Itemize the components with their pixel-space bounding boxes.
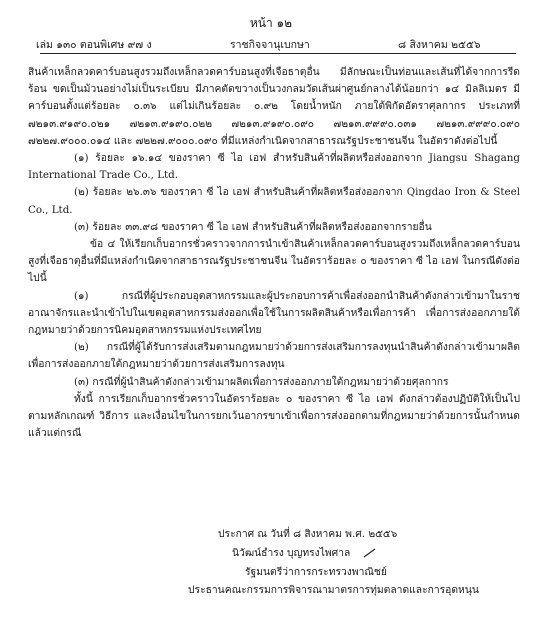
page-number: หน้า ๑๒ bbox=[249, 16, 293, 30]
signatory-line bbox=[232, 545, 378, 562]
case-item-1: (๑) กรณีที่ผู้ประกอบอุตสาหกรรมและผู้ประกอบการค้าเพื่อส่งออกนำสินค้าดังกล่าวเข้ามาในราชอาณาจักรและนำเข้าไปในเขตอุตสาหกรรมส่งออกเพื่อใช้ในการผลิตสินค้าหรือเพื่อการค้า เพื่อการส่งออกภายใต้กฎหมายว่าด้วยการนิคมอุตสาหกรรมแห่งประเทศไทย bbox=[28, 289, 520, 337]
proclamation-date: ประกาศ ณ วันที่ ๘ สิงหาคม พ.ศ. ๒๕๕๖ bbox=[218, 528, 398, 540]
case-item-3: (๓) กรณีที่ผู้นำสินค้าดังกล่าวเข้ามาผลิตเพื่อการส่งออกภายใต้กฎหมายว่าด้วยศุลกากร bbox=[74, 375, 449, 388]
gazette-header bbox=[0, 36, 542, 52]
case-item-2: (๒) กรณีที่ผู้ได้รับการส่งเสริมตามกฎหมายว่าด้วยการส่งเสริมการลงทุนนำสินค้าดังกล่าวเข้ามาผลิตเพื่อการส่งออกภายใต้กฎหมายว่าด้วยการส่งเสริมการลงทุน bbox=[28, 341, 520, 371]
article-4: ข้อ ๔ ให้เรียกเก็บอากรชั่วคราวจากการนำเข้าสินค้าเหล็กลวดคาร์บอนสูงรวมถึงเหล็กลวดคาร์บอนสูงที่เจือธาตุอื่นที่มีแหล่งกำเนิดจากสาธารณรัฐประชาชนจีน ในอัตราร้อยละ ๐ ของราคา ซี ไอ เอฟ ในกรณีดังต่อไปนี้ bbox=[28, 238, 520, 285]
header-publication: ราชกิจจานุเบกษา bbox=[230, 39, 310, 51]
closing-paragraph: ทั้งนี้ การเรียกเก็บอากรชั่วคราวในอัตราร้อยละ ๐ ของราคา ซี ไอ เอฟ ดังกล่าวต้องปฏิบัติให้เป็นไปตามหลักเกณฑ์ วิธีการ และเงื่อนไขในการยกเว้นอากรขาเข้าเพื่อการส่งออกตามที่กฎหมายว่าด้วยการนั้นกำหนดแล้วแต่กรณี bbox=[28, 392, 520, 440]
intro-paragraph: สินค้าเหล็กลวดคาร์บอนสูงรวมถึงเหล็กลวดคาร์บอนสูงที่เจือธาตุอื่น มีลักษณะเป็นท่อนและเส้นที่ได้จากการรีดร้อน ขดเป็นม้วนอย่างไม่เป็นระเบียบ มีภาคตัดขวางเป็นวงกลมวัดเส้นผ่าศูนย์กลางได้น้อยกว่า ๑๔ มิลลิเมตร มีคาร์บอนตั้งแต่ร้อยละ ๐.๓๖ แต่ไม่เกินร้อยละ ๐.๙๒ โดยน้ำหนัก ภายใต้พิกัดอัตราศุลกากร ประเภทที่ ๗๒๑๓.๙๑๙๐.๐๒๑ ๗๒๑๓.๙๑๙๐.๐๒๒ ๗๒๑๓.๙๑๙๐.๐๙๐ ๗๒๑๓.๙๙๙๐.๐๓๑ ๗๒๑๓.๙๙๙๐.๐๙๐ ๗๒๒๗.๙๐๐๐.๐๑๔ และ ๗๒๒๗.๙๐๐๐.๐๙๐ ที่มีแหล่งกำเนิดจากสาธารณรัฐประชาชนจีน ในอัตราดังต่อไปนี้ bbox=[28, 66, 520, 147]
signatory-office: ประธานคณะกรรมการพิจารณามาตรการทุ่มตลาดและการอุดหนุน bbox=[188, 584, 479, 596]
header-divider bbox=[40, 53, 516, 54]
document-body bbox=[28, 64, 520, 442]
signature-mark-icon bbox=[362, 547, 378, 559]
rate-item-1: (๑) ร้อยละ ๑๖.๑๔ ของราคา ซี ไอ เอฟ สำหรับสินค้าที่ผลิตหรือส่งออกจาก Jiangsu Shagang International Trade Co., Ltd. bbox=[28, 152, 520, 182]
header-date: ๘ สิงหาคม ๒๕๕๖ bbox=[398, 39, 481, 51]
rate-item-2: (๒) ร้อยละ ๒๖.๓๖ ของราคา ซี ไอ เอฟ สำหรับสินค้าที่ผลิตหรือส่งออกจาก Qingdao Iron & Steel Co., Ltd. bbox=[28, 186, 520, 216]
header-volume: เล่ม ๑๓๐ ตอนพิเศษ ๙๗ ง bbox=[36, 39, 152, 51]
signatory-name: นิวัฒน์ธำรง บุญทรงไพศาล bbox=[232, 547, 351, 559]
signatory-title: รัฐมนตรีว่าการกระทรวงพาณิชย์ bbox=[245, 566, 387, 578]
rate-item-3: (๓) ร้อยละ ๓๓.๙๘ ของราคา ซี ไอ เอฟ สำหรับสินค้าที่ผลิตหรือส่งออกจากรายอื่น bbox=[74, 220, 432, 233]
